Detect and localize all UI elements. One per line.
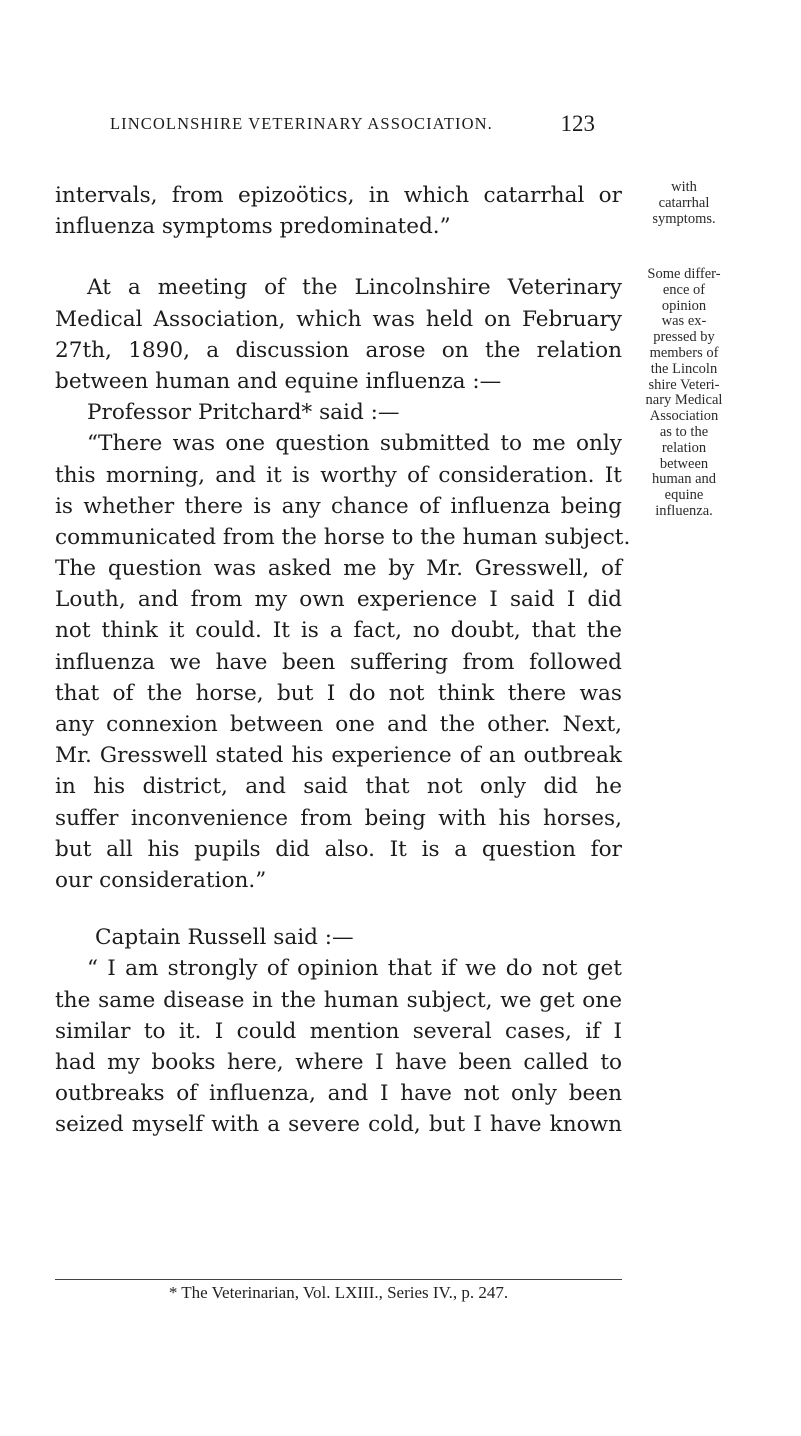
text-line: not think it could. It is a fact, no doubt, that the — [55, 618, 622, 644]
sidenote-difference-of-opinion — [628, 267, 740, 520]
text-line: is whether there is any chance of influenza being — [55, 493, 622, 519]
running-head — [110, 111, 595, 141]
sidenote-catarrhal — [628, 180, 740, 227]
sidenote-line: Association — [649, 408, 719, 425]
text-line: Professor Pritchard* said :— — [87, 400, 400, 426]
sidenote-line: with — [671, 179, 697, 195]
sidenote-line: was ex- — [661, 313, 707, 330]
text-line: any connexion between one and the other. Next, — [55, 712, 622, 737]
text-line: 27th, 1890, a discussion arose on the relation — [55, 337, 622, 363]
sidenote-line: as to the — [659, 423, 709, 440]
text-line: “ I am strongly of opinion that if we do not get — [87, 956, 622, 982]
text-line: influenza symptoms predominated.” — [55, 214, 451, 240]
sidenote-line: nary Medical — [645, 392, 723, 409]
text-line: but all his pupils did also. It is a question for — [55, 836, 622, 862]
sidenote-line: opinion — [661, 297, 707, 314]
text-line: “There was one question submitted to me only — [87, 431, 622, 457]
sidenote-line: symptoms. — [652, 210, 716, 227]
sidenote-line: shire Veteri- — [648, 376, 720, 393]
sidenote-line: between — [659, 455, 709, 472]
text-line: that of the horse, but I do not think there was — [55, 680, 622, 706]
text-line: Medical Association, which was held on February — [55, 306, 622, 332]
text-line: outbreaks of influenza, and I have not only been — [55, 1081, 622, 1107]
body-text — [55, 180, 631, 1140]
sidenote-line: ence of — [662, 281, 706, 298]
sidenote-line: influenza. — [655, 502, 713, 519]
text-line: in his district, and said that not only did he — [55, 774, 622, 800]
text-line: The question was asked me by Mr. Gresswell, of — [55, 556, 622, 582]
page-number: 123 — [560, 111, 595, 136]
text-line: suffer inconvenience from being with his horses, — [55, 805, 622, 831]
text-line: intervals, from epizoötics, in which catarrhal or — [55, 183, 622, 208]
text-line: had my books here, where I have been called to — [55, 1049, 622, 1075]
text-line: our consideration.” — [55, 867, 267, 893]
sidenote-line: relation — [661, 439, 707, 456]
text-line: Mr. Gresswell stated his experience of an outbreak — [55, 743, 622, 769]
text-line: At a meeting of the Lincolnshire Veterinary — [87, 275, 622, 301]
sidenote-line: equine — [664, 487, 704, 504]
footnote: * The Veterinarian, Vol. LXIII., Series IV., p. 247. — [168, 1283, 509, 1302]
sidenote-line: human and — [651, 471, 717, 488]
text-line: communicated from the horse to the human subject. — [55, 524, 631, 550]
paragraph-gap — [55, 242, 622, 272]
running-title: LINCOLNSHIRE VETERINARY ASSOCIATION. — [110, 114, 493, 133]
text-line: between human and equine influenza :— — [55, 368, 502, 394]
footnote-rule — [55, 1279, 622, 1280]
sidenote-line: pressed by — [653, 329, 715, 346]
text-line: Louth, and from my own experience I said I did — [55, 587, 622, 613]
text-line: the same disease in the human subject, we get one — [55, 987, 622, 1013]
sidenote-line: Some differ- — [647, 266, 721, 282]
text-line: Captain Russell said :— — [95, 925, 354, 951]
paragraph-gap — [55, 896, 622, 922]
text-line: seized myself with a severe cold, but I have known — [55, 1112, 622, 1138]
text-line: similar to it. I could mention several cases, if I — [55, 1018, 622, 1044]
sidenote-line: members of — [649, 344, 719, 361]
sidenote-line: catarrhal — [658, 194, 710, 211]
text-line: influenza we have been suffering from followed — [55, 649, 622, 675]
text-line: this morning, and it is worthy of consideration. It — [55, 462, 622, 488]
sidenote-line: the Lincoln — [650, 360, 718, 377]
